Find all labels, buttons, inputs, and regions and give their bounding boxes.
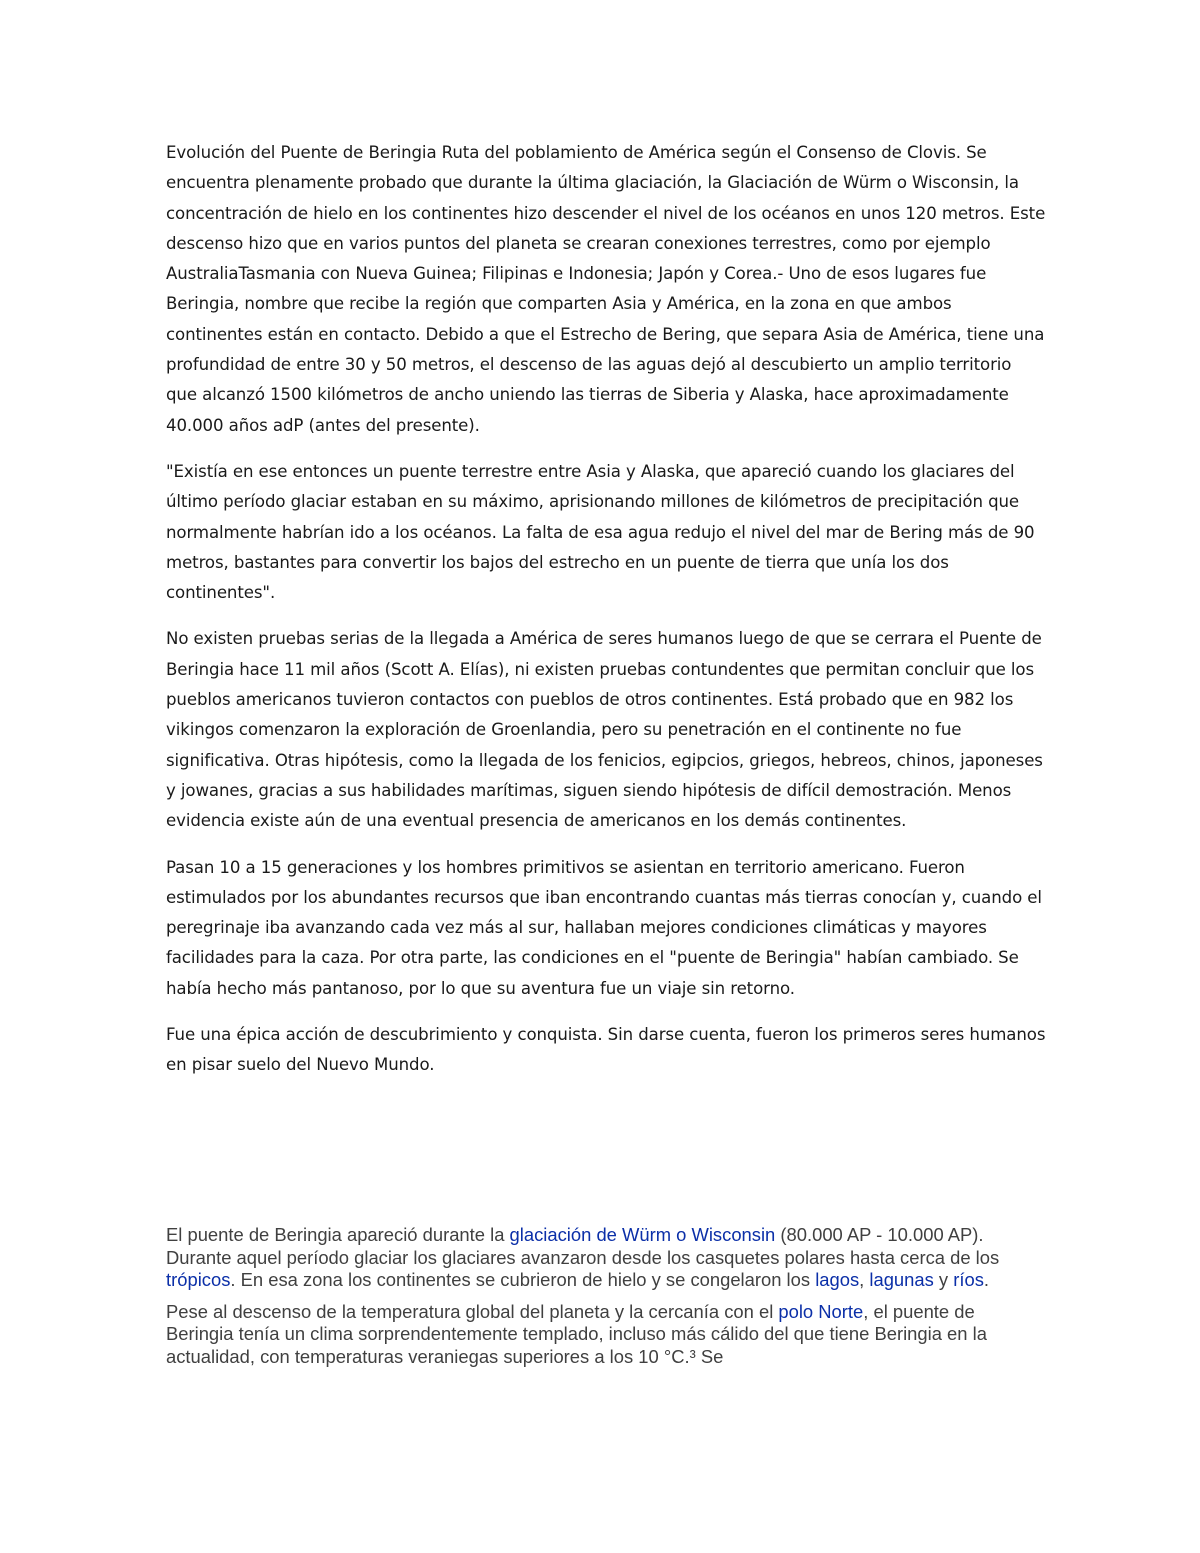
web-paragraph-climate (166, 1301, 1046, 1369)
link-glaciacion-wurm[interactable]: glaciación de Würm o Wisconsin (509, 1224, 776, 1245)
link-tropicos[interactable]: trópicos (166, 1269, 231, 1291)
document-body (166, 138, 1046, 1097)
text-segment: , (859, 1269, 870, 1291)
text-segment: Pese al descenso de la temperatura global del planeta y la cercanía con el (166, 1300, 779, 1322)
text-segment: y (933, 1269, 954, 1291)
text-segment: , el puente de Beringia tenía un clima sorprendentemente templado, incluso más cálido del que tiene Beringia en la actualidad, con temperaturas veraniegas superiores a los 10 °C.³ Se (166, 1300, 987, 1367)
link-lagos[interactable]: lagos (815, 1269, 860, 1291)
link-rios[interactable]: ríos (953, 1269, 984, 1291)
paragraph-beringia-evolution: Evolución del Puente de Beringia Ruta del poblamiento de América según el Consenso de Clovis. Se encuentra plenamente probado que durante la última glaciación, la Glaciación de Würm o Wisconsin, la concentración de hielo en los continentes hizo descender el nivel de los océanos en unos 120 metros. Este descenso hizo que en varios puntos del planeta se crearan conexiones terrestres, como por ejemplo AustraliaTasmania con Nueva Guinea; Filipinas e Indonesia; Japón y Corea.- Uno de esos lugares fue Beringia, nombre que recibe la región que comparten Asia y América, en la zona en que ambos continentes están en contacto. Debido a que el Estrecho de Bering, que separa Asia de América, tiene una profundidad de entre 30 y 50 metros, el descenso de las aguas dejó al descubierto un amplio territorio que alcanzó 1500 kilómetros de ancho uniendo las tierras de Siberia y Alaska, hace aproximadamente 40.000 años adP (antes del presente). (166, 143, 1046, 435)
paragraph-land-bridge-quote: "Existía en ese entonces un puente terrestre entre Asia y Alaska, que apareció cuando los glaciares del último período glaciar estaban en su máximo, aprisionando millones de kilómetros de precipitación que normalmente habrían ido a los océanos. La falta de esa agua redujo el nivel del mar de Bering más de 90 metros, bastantes para convertir los bajos del estrecho en un puente de tierra que unía los dos continentes". (166, 461, 1035, 603)
paragraph-generations: Pasan 10 a 15 generaciones y los hombres primitivos se asientan en territorio americano. Fueron estimulados por los abundantes recursos que iban encontrando cuantas más tierras conocían y, cuando el peregrinaje iba avanzando cada vez más al sur, hallaban mejores condiciones climáticas y mayores facilidades para la caza. Por otra parte, las condiciones en el "puente de Beringia" habían cambiado. Se había hecho más pantanoso, por lo que su aventura fue un viaje sin retorno. (166, 857, 1042, 998)
text-segment: . En esa zona los continentes se cubrieron de hielo y se congelaron los (230, 1269, 816, 1291)
text-segment: (80.000 AP - 10.000 AP). Durante aquel período glaciar los glaciares avanzaron desde los casquetes polares hasta cerca de los (166, 1224, 1000, 1268)
text-segment: . (983, 1269, 990, 1291)
web-paragraph-glaciation (166, 1224, 1046, 1292)
link-polo-norte[interactable]: polo Norte (778, 1300, 864, 1322)
web-excerpt (166, 1224, 1046, 1378)
link-lagunas[interactable]: lagunas (869, 1269, 934, 1291)
paragraph-epic-action: Fue una épica acción de descubrimiento y conquista. Sin darse cuenta, fueron los primeros seres humanos en pisar suelo del Nuevo Mundo. (166, 1025, 1046, 1075)
paragraph-no-evidence: No existen pruebas serias de la llegada a América de seres humanos luego de que se cerrara el Puente de Beringia hace 11 mil años (Scott A. Elías), ni existen pruebas contundentes que permitan concluir que los pueblos americanos tuvieron contactos con pueblos de otros continentes. Está probado que en 982 los vikingos comenzaron la exploración de Groenlandia, pero su penetración en el continente no fue significativa. Otras hipótesis, como la llegada de los fenicios, egipcios, griegos, hebreos, chinos, japoneses y jowanes, gracias a sus habilidades marítimas, siguen siendo hipótesis de difícil demostración. Menos evidencia existe aún de una eventual presencia de americanos en los demás continentes. (166, 629, 1043, 831)
text-segment: El puente de Beringia apareció durante la (166, 1224, 510, 1245)
